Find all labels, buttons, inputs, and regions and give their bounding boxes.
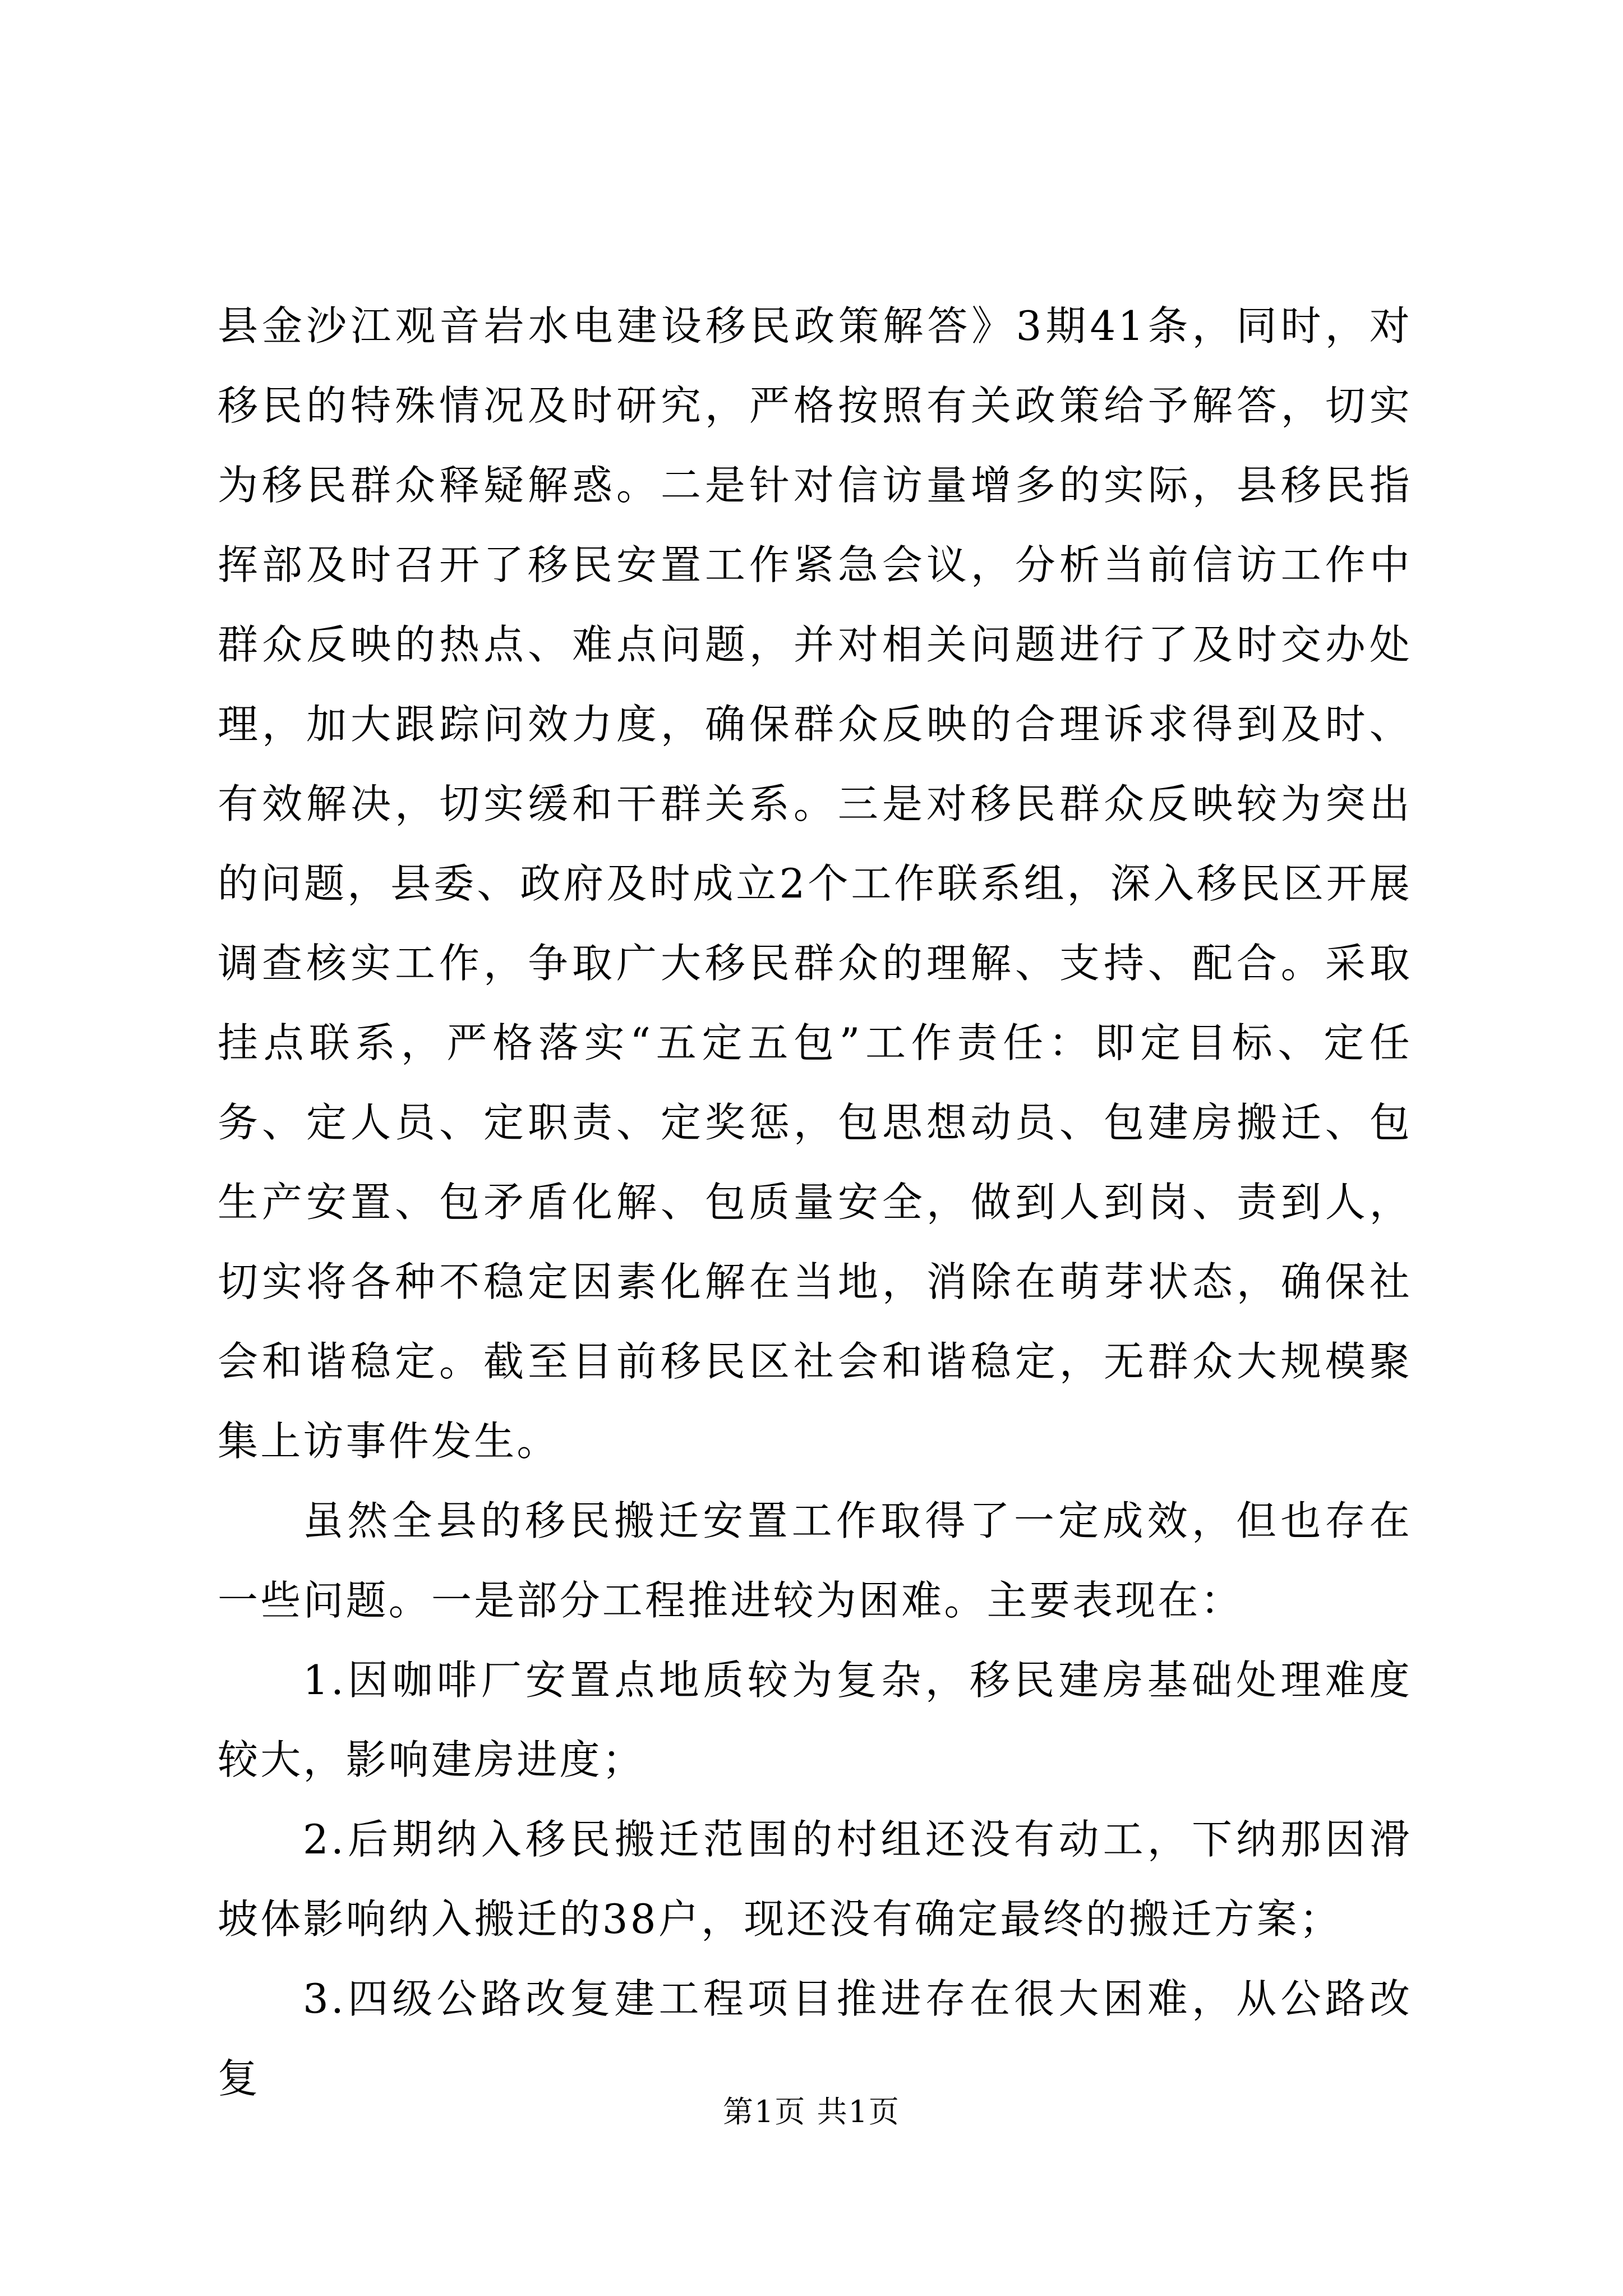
paragraph-continuation: 县金沙江观音岩水电建设移民政策解答》3期41条，同时，对移民的特殊情况及时研究，严格按照有关政策给予解答，切实为移民群众释疑解惑。二是针对信访量增多的实际，县移民指挥部及时召开了移民安置工作紧急会议，分析当前信访工作中群众反映的热点、难点问题，并对相关问题进行了及时交办处理，加大跟踪问效力度，确保群众反映的合理诉求得到及时、有效解决，切实缓和干群关系。三是对移民群众反映较为突出的问题，县委、政府及时成立2个工作联系组，深入移民区开展调查核实工作，争取广大移民群众的理解、支持、配合。采取挂点联系，严格落实“五定五包”工作责任：即定目标、定任务、定人员、定职责、定奖惩，包思想动员、包建房搬迁、包生产安置、包矛盾化解、包质量安全，做到人到岗、责到人，切实将各种不稳定因素化解在当地，消除在萌芽状态，确保社会和谐稳定。截至目前移民区社会和谐稳定，无群众大规模聚集上访事件发生。 [218,302,1412,1465]
paragraph-issue-1: 1.因咖啡厂安置点地质较为复杂，移民建房基础处理难度较大，影响建房进度； [218,1657,1412,1783]
page-footer [0,2090,1623,2134]
paragraph-issue-3: 3.四级公路改复建工程项目推进存在很大困难，从公路改复 [218,1975,1412,2102]
document-body [218,286,1412,2118]
page-number-label: 第1页 共1页 [723,2094,900,2129]
paragraph-issue-2: 2.后期纳入移民搬迁范围的村组还没有动工，下纳那因滑坡体影响纳入搬迁的38户，现还没有确定最终的搬迁方案； [218,1816,1412,1943]
paragraph-issues-intro: 虽然全县的移民搬迁安置工作取得了一定成效，但也存在一些问题。一是部分工程推进较为困难。主要表现在： [218,1497,1412,1624]
